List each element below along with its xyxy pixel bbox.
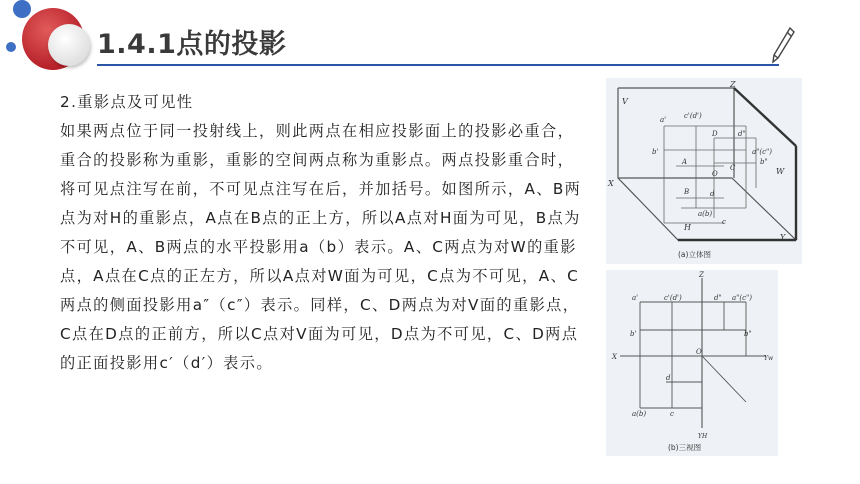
body-text bbox=[60, 88, 582, 378]
fig-a-label-B: B bbox=[684, 188, 690, 196]
fig-b-label-d2: d" bbox=[714, 294, 722, 302]
decor-blue-dot bbox=[13, 0, 31, 18]
figure-3d-view bbox=[606, 78, 802, 264]
fig-a-label-C: C bbox=[730, 164, 736, 172]
fig-b-label-X: X bbox=[612, 353, 617, 361]
page-title: 1.4.1点的投影 bbox=[97, 29, 287, 60]
fig-a-label-Y: Y bbox=[780, 233, 786, 242]
fig-b-label-O: O bbox=[696, 348, 702, 356]
fig-a-label-a1: a' bbox=[660, 116, 667, 124]
fig-a-label-Z: Z bbox=[730, 80, 736, 89]
fig-a-label-b2: b" bbox=[760, 158, 768, 166]
fig-b-label-c: c bbox=[670, 410, 674, 418]
fig-a-label-ab: a(b) bbox=[698, 210, 713, 218]
figure-three-views bbox=[606, 270, 778, 456]
subtitle: 2.重影点及可见性 bbox=[60, 93, 194, 111]
decor-white-circle bbox=[48, 24, 90, 66]
paragraph: 如果两点位于同一投射线上，则此两点在相应投影面上的投影必重合，重合的投影称为重影，重影的空间两点称为重影点。两点投影重合时，将可见点注写在前，不可见点注写在后，并加括号。如图所示，A、B两点为对H的重影点，A点在B点的正上方，所以A点对H面为可见，B点为不可见，A、B两点的水平投影用a（b）表示。A、C两点为对W的重影点，A点在C点的正左方，所以A点对W面为可见，C点为不可见，A、C两点的侧面投影用a″（c″）表示。同样，C、D两点为对V面的重影点，C点在D点的正前方，所以C点对V面为可见，D点为不可见，C、D两点的正面投影用c′（d′）表示。 bbox=[60, 122, 582, 372]
title-underline bbox=[97, 64, 779, 66]
fig-b-label-ac2: a"(c") bbox=[732, 294, 752, 302]
fig-a-label-H: H bbox=[684, 223, 691, 232]
decor-blue-dot-small bbox=[6, 42, 16, 52]
fig-a-label-ac2: a"(c") bbox=[752, 148, 772, 156]
fig-b-caption: (b)三视图 bbox=[668, 443, 702, 452]
fig-a-label-D: D bbox=[712, 130, 718, 138]
fig-a-label-X: X bbox=[608, 179, 614, 188]
fig-b-label-a1: a' bbox=[632, 294, 639, 302]
fig-a-label-O: O bbox=[712, 170, 718, 178]
fig-b-label-ab: a(b) bbox=[632, 410, 647, 418]
fig-a-label-b1: b' bbox=[652, 148, 659, 156]
fig-b-label-Z: Z bbox=[699, 271, 704, 279]
fig-a-label-V: V bbox=[622, 97, 628, 106]
pencil-icon bbox=[770, 26, 796, 66]
fig-b-label-d: d bbox=[666, 374, 671, 382]
fig-b-label-cd1: c'(d') bbox=[664, 294, 682, 302]
fig-b-label-Yw: Yw bbox=[764, 355, 774, 362]
fig-a-label-d: d bbox=[710, 190, 715, 198]
fig-a-label-A: A bbox=[682, 158, 688, 166]
fig-a-caption: (a)立体图 bbox=[678, 250, 711, 259]
fig-a-label-c: c bbox=[722, 218, 726, 226]
fig-a-label-W: W bbox=[776, 167, 785, 176]
fig-a-label-d2: d" bbox=[738, 130, 746, 138]
fig-a-label-cd1: c'(d') bbox=[684, 112, 702, 120]
fig-b-label-YH: YH bbox=[698, 433, 708, 440]
fig-b-label-b2: b" bbox=[744, 330, 752, 338]
fig-b-label-b1: b' bbox=[630, 330, 637, 338]
